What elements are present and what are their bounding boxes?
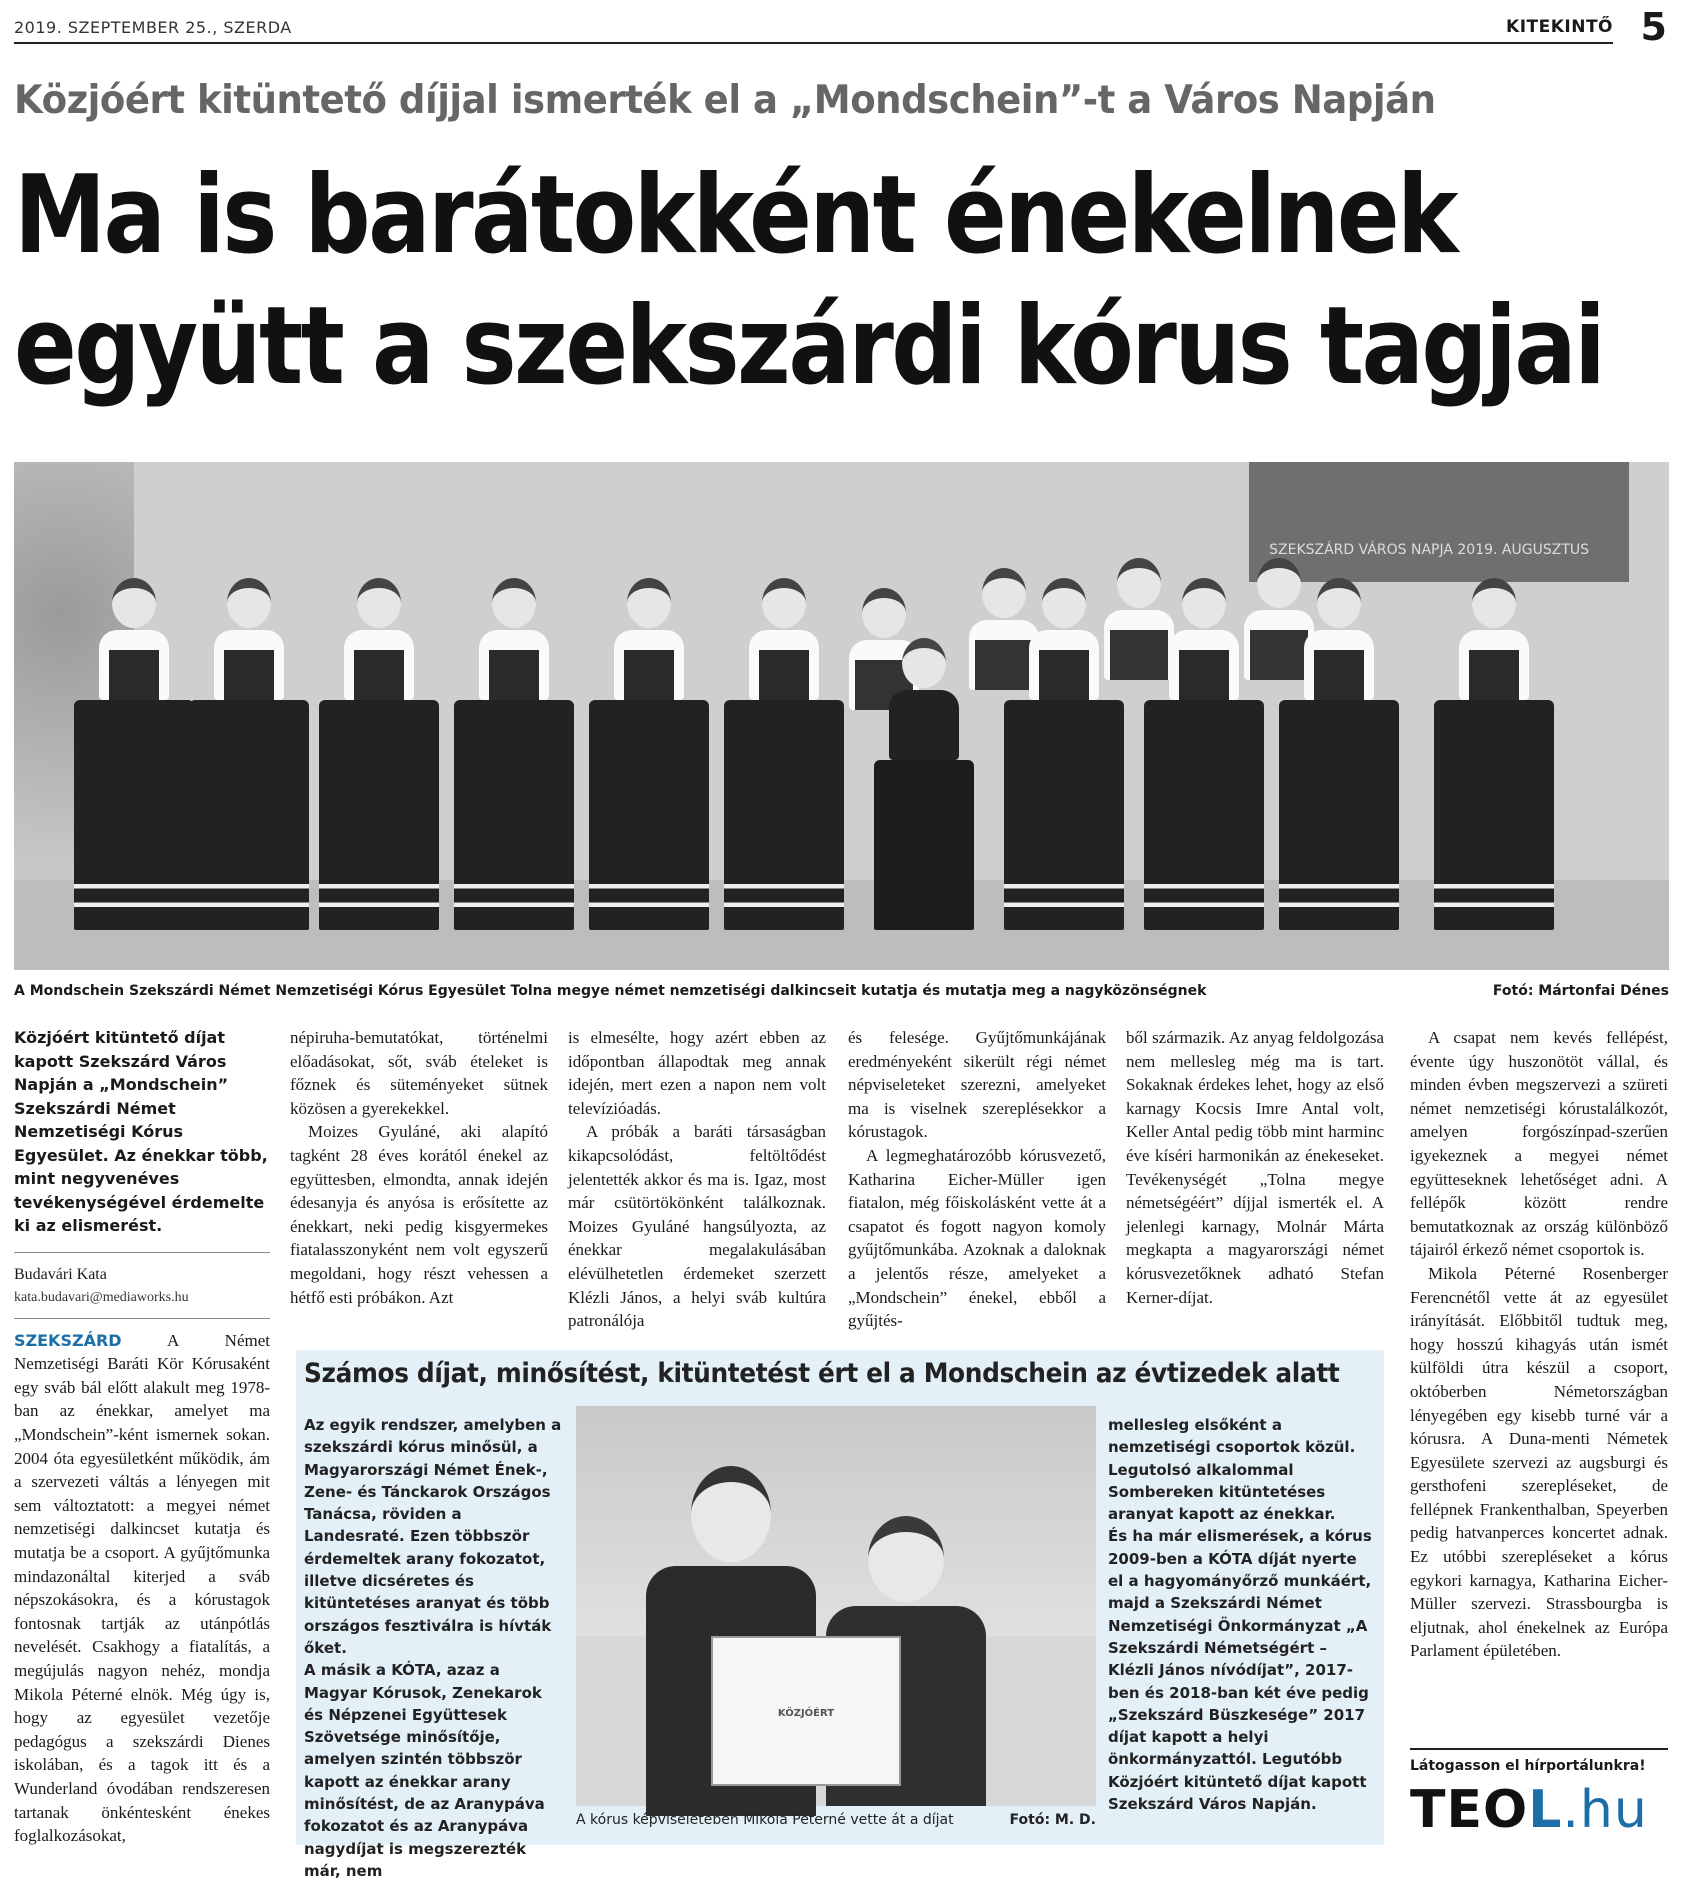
body-paragraph [14, 1329, 270, 1848]
promo-rule [1410, 1748, 1668, 1750]
article-headline [14, 150, 1604, 412]
awards-info-box [296, 1350, 1384, 1880]
box-column-left [304, 1414, 566, 1882]
choir-member [74, 578, 194, 930]
body-text: A Német Nemzetiségi Baráti Kör Kórusaként egy sváb bál előtt alakult meg 1978-ban az énekkar, amelyet ma „Mondschein”-ként ismernek sokan. 2004 óta egyesületként működik, ám a szervezeti váltás a lényegen mit sem változtatott: a megyei német nemzetiségi dalkincset kutatja és mutatja be a csoport. A gyűjtőmunka mindazonáltal kiterjed a sváb népszokásokra, és a kórustagok fontosnak tartják az utánpótlás nevelését. Csakhogy a fiatalítás, a megújulás nagyon nehéz, mondja Mikola Péterné elnök. Még úgy is, hogy az egyesület vezetője pedagógus a szekszárdi Dienes iskolában, és a tagok itt és a Wunderland óvodában rendszeresen tartanak önkéntesként énekes foglalkozásokat, [14, 1330, 270, 1846]
article-column-1 [14, 1026, 270, 1848]
body-paragraph: is elmesélte, hogy azért ebben az időpontban állapodtak meg annak idején, mert ezen a napon nem volt televízióadás. [568, 1028, 826, 1118]
photo-credit: Fotó: Mártonfai Dénes [1492, 983, 1669, 999]
dateline: SZEKSZÁRD [14, 1330, 122, 1350]
box-column-right [1108, 1414, 1376, 1815]
body-paragraph: és felesége. Gyűjtőmunkájának eredményeként sikerült régi német népviseleteket szerezni, amelyeket ma is viselnek szereplésekkor a kórustagok. [848, 1028, 1106, 1142]
article-kicker: Közjóért kitüntető díjjal ismerték el a „Mondschein”-t a Város Napján [14, 78, 1436, 123]
body-paragraph: A legmeghatározóbb kórusvezető, Katharina Eicher-Müller igen fiatalon, még főiskolásként vette át a csapatot és fogott nagyon komoly gyűjtőmunkába. Azoknak a daloknak a jelentős része, amelyeket a „Mondschein” énekel, ebből a gyűjtés- [848, 1145, 1106, 1331]
logo-l: L [1528, 1780, 1563, 1840]
header-rule [14, 42, 1613, 44]
article-column-4 [848, 1026, 1106, 1333]
article-column-3 [568, 1026, 826, 1333]
box-paragraph: Az egyik rendszer, amelyben a szekszárdi kórus minősül, a Magyarországi Német Ének-, Zene- és Tánckarok Országos Tanácsa, röviden a Landesraté. Ezen többször érdemeltek arany fokozatot, illetve dicséretes és kitüntetéses aranyat és több országos fesztiválra is hívták őket. [304, 1416, 562, 1657]
article-lead: Közjóért kitüntető díjat kapott Szekszárd Város Napján a „Mondschein” Szekszárdi Német Nemzetiségi Kórus Egyesület. Az énekkar több, mint negyvenéves tevékenységével érdemelte ki az elismerést. [14, 1028, 268, 1235]
article-column-6 [1410, 1026, 1668, 1663]
body-paragraph: A csapat nem kevés fellépést, évente úgy huszonötöt vállal, és minden évben megszervezi a szüreti német nemzetiségi kórustalálkozót, amelyen forgószínpad-szerűen igyekeznek a megyei német együtteseknek lehetőséget adni. A fellépők között rendre bemutatkoznak az ország különböző tájairól érkező német csoportok is. [1410, 1028, 1668, 1260]
logo-hu: .hu [1562, 1780, 1648, 1840]
body-paragraph: Moizes Gyuláné, aki alapító tagként 28 éves korától énekel az együttesben, elmondta, annak idején édesanyja és anyósa is erősítette az énekkart, neki pedig kisgyermekes fiatalasszonyként nem volt egyszerű megoldani, hogy részt vehessen a hétfő esti próbákon. Azt [290, 1122, 548, 1307]
author-email[interactable]: kata.budavari@mediaworks.hu [14, 1290, 189, 1306]
box-title: Számos díjat, minősítést, kitüntetést ért el a Mondschein az évtizedek alatt [304, 1358, 1340, 1389]
author-rule [14, 1252, 270, 1253]
body-paragraph: ből származik. Az anyag feldolgozása nem mellesleg még ma is tart. Sokaknak érdekes lehet, hogy az első karnagy Kocsis Imre Antal volt, Keller Antal pedig több mint harminc éve kíséri harmonikán az énekeseket. Tevékenységét „Tolna megye németségéért” díjjal ismerték el. A jelenlegi karnagy, Molnár Márta megkapta a magyarországi német kórusvezetőknek adható Stefan Kerner-díjat. [1126, 1028, 1384, 1307]
award-photo [576, 1406, 1096, 1806]
choir-member [1434, 578, 1554, 930]
award-caption-text: A kórus képviseletében Mikola Péterné vette át a díjat [576, 1812, 954, 1828]
choir-member [189, 578, 309, 930]
choir-member [589, 578, 709, 930]
choir-member [724, 578, 844, 930]
certificate-text: KÖZJÓÉRT [777, 1708, 835, 1719]
award-photo-credit: Fotó: M. D. [1009, 1812, 1096, 1828]
body-paragraph: A próbák a baráti társaságban kikapcsolódást, feltöltődést jelentették akkor és ma is. Igaz, most már csütörtökönként találkoznak. Moizes Gyuláné hangsúlyozta, az énekkar megalakulásában elévülhetetlen érdemeket szerzett Klézli János, a helyi sváb kultúra patronálója [568, 1122, 826, 1331]
box-paragraph: mellesleg elsőként a nemzetiségi csoportok közül. Legutolsó alkalommal Sombereken kitüntetéses aranyat kapott az énekkar. [1108, 1416, 1356, 1524]
screen-text: SZEKSZÁRD VÁROS NAPJA 2019. AUGUSZTUS [1269, 542, 1589, 558]
choir-member [1279, 578, 1399, 930]
choir-member [454, 578, 574, 930]
box-paragraph: És ha már elismerések, a kórus 2009-ben a KÓTA díját nyerte el a hagyományőrző munkáért, majd a Szekszárdi Német Nemzetiségi Önkormányzat „A Szekszárdi Németségért – Klézli János nívódíjat”, 2017-ben és 2018-ban két éve pedig „Szekszárd Büszkesége” 2017 díjat kapott a helyi önkormányzattól. Legutóbb Közjóért kitüntető díjat kapott Szekszárd Város Napján. [1108, 1527, 1372, 1814]
author-rule-bottom [14, 1318, 270, 1319]
section-name: KITEKINTŐ [1506, 17, 1613, 37]
headline-line-1: Ma is barátokként énekelnek [14, 153, 1457, 278]
award-photo-caption [576, 1812, 1096, 1828]
photo-caption [14, 983, 1669, 999]
logo-teo: TEO [1410, 1780, 1529, 1840]
choir-photo [14, 462, 1669, 970]
body-paragraph: Mikola Péterné Rosenberger Ferencnétől vette át az egyesület irányítását. Előbbitől tudtuk meg, hogy hosszú kihagyás után ismét külföldi útra készül a csoport, októberben Németországban lényegében egy kisebb turné vár a kórusra. A Duna-menti Németek Egyesülete szervezi az augsburgi és gersthofeni szerepléseket, de fellépnek Frankenthalban, Speyerben pedig hatvanperces koncertet adnak. Ez utóbbi szerepléseket a kórus egykori karnagya, Katharina Eicher-Müller szervezi. Strassbourgba is eljutnak, ahol énekelnek az Európa Parlament épületében. [1410, 1263, 1668, 1661]
photo-caption-text: A Mondschein Szekszárdi Német Nemzetiségi Kórus Egyesület Tolna megye német nemzetiségi dalkincseit kutatja és mutatja meg a nagyközönségnek [14, 983, 1207, 999]
issue-date: 2019. SZEPTEMBER 25., SZERDA [14, 18, 292, 37]
article-column-2 [290, 1026, 548, 1309]
choir-conductor [874, 638, 974, 930]
teol-logo[interactable] [1410, 1782, 1648, 1838]
choir-member [319, 578, 439, 930]
headline-line-2: együtt a szekszárdi kórus tagjai [14, 284, 1604, 409]
promo-text: Látogasson el hírportálunkra! [1410, 1758, 1646, 1774]
award-certificate [711, 1636, 901, 1786]
author-name: Budavári Kata [14, 1265, 107, 1283]
article-column-5 [1126, 1026, 1384, 1309]
box-paragraph: A másik a KÓTA, azaz a Magyar Kórusok, Zenekarok és Népzenei Együttesek Szövetsége minősítője, amelyen szintén többször kapott az énekkar arany minősítést, de az Aranypáva fokozatot és az Aranypáva nagydíjat is megszerezték már, nem [304, 1661, 545, 1880]
page-number: 5 [1640, 5, 1667, 49]
body-paragraph: népiruha-bemutatókat, történelmi előadásokat, sőt, sváb ételeket is főznek és süteményeket sütnek közösen a gyerekekkel. [290, 1028, 548, 1118]
